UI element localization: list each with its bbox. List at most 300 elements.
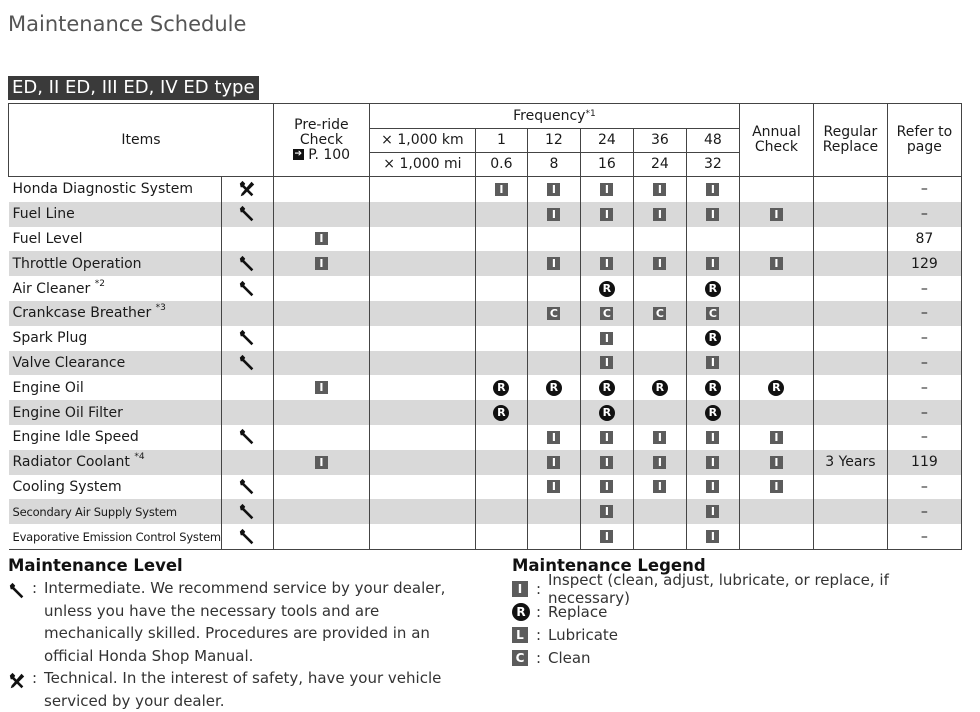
schedule-cell xyxy=(686,499,739,524)
schedule-cell xyxy=(686,227,739,252)
header-km-value: 36 xyxy=(633,129,686,153)
schedule-cell xyxy=(580,351,633,376)
crossed-tools-icon xyxy=(8,667,32,692)
header-mi-value: 8 xyxy=(527,153,580,177)
regular-replace-cell xyxy=(813,276,887,301)
schedule-cell xyxy=(633,375,686,400)
schedule-cell xyxy=(739,326,813,351)
schedule-cell xyxy=(273,351,369,376)
schedule-cell xyxy=(273,524,369,549)
table-row xyxy=(9,276,962,301)
regular-replace-cell xyxy=(813,475,887,500)
schedule-cell xyxy=(580,227,633,252)
schedule-cell xyxy=(739,276,813,301)
schedule-cell xyxy=(739,450,813,475)
schedule-cell xyxy=(369,177,475,202)
table-row xyxy=(9,351,962,376)
header-mi-value: 24 xyxy=(633,153,686,177)
maintenance-level-cell xyxy=(221,450,273,475)
schedule-cell xyxy=(580,251,633,276)
schedule-symbol-icon: I xyxy=(315,381,328,394)
regular-replace-cell xyxy=(813,177,887,202)
header-km-value: 24 xyxy=(580,129,633,153)
schedule-symbol-icon: I xyxy=(706,456,719,469)
schedule-cell xyxy=(475,202,527,227)
schedule-symbol-icon: I xyxy=(653,431,666,444)
schedule-cell xyxy=(686,375,739,400)
schedule-symbol-icon: I xyxy=(600,480,613,493)
schedule-cell xyxy=(475,450,527,475)
regular-replace-cell xyxy=(813,326,887,351)
refer-page-cell: – xyxy=(887,425,961,450)
schedule-cell xyxy=(273,301,369,326)
schedule-symbol-icon: I xyxy=(600,505,613,518)
schedule-symbol-icon: I xyxy=(600,431,613,444)
schedule-cell xyxy=(527,301,580,326)
schedule-cell xyxy=(686,351,739,376)
schedule-symbol-icon: C xyxy=(547,307,560,320)
schedule-cell xyxy=(580,450,633,475)
refer-page-cell: – xyxy=(887,202,961,227)
schedule-symbol-icon: I xyxy=(547,208,560,221)
schedule-symbol-icon: I xyxy=(547,431,560,444)
schedule-symbol-icon: I xyxy=(770,208,783,221)
schedule-cell xyxy=(580,375,633,400)
maintenance-level-cell xyxy=(221,301,273,326)
item-name: Engine Oil Filter xyxy=(9,400,222,425)
schedule-cell xyxy=(369,276,475,301)
header-preride: Pre-ride Check ➔ P. 100 xyxy=(273,104,369,177)
schedule-cell xyxy=(633,177,686,202)
schedule-symbol-icon: I xyxy=(706,183,719,196)
schedule-cell xyxy=(273,425,369,450)
item-name: Spark Plug xyxy=(9,326,222,351)
schedule-cell xyxy=(527,276,580,301)
refer-page-cell: – xyxy=(887,475,961,500)
item-name: Honda Diagnostic System xyxy=(9,177,222,202)
legend-item: C : Clean xyxy=(512,646,972,669)
schedule-symbol-icon: R xyxy=(705,405,721,421)
header-annual-check: Annual Check xyxy=(739,104,813,177)
schedule-cell xyxy=(739,475,813,500)
schedule-symbol-icon: R xyxy=(493,380,509,396)
table-row xyxy=(9,475,962,500)
schedule-cell xyxy=(527,400,580,425)
schedule-symbol-icon: R xyxy=(599,405,615,421)
schedule-cell xyxy=(633,227,686,252)
schedule-cell xyxy=(686,475,739,500)
maintenance-level-cell xyxy=(221,400,273,425)
schedule-cell xyxy=(739,177,813,202)
schedule-cell xyxy=(580,475,633,500)
regular-replace-cell xyxy=(813,202,887,227)
refer-page-cell: – xyxy=(887,400,961,425)
maintenance-level-cell xyxy=(221,499,273,524)
table-row xyxy=(9,251,962,276)
schedule-symbol-icon: R xyxy=(768,380,784,396)
wrench-icon xyxy=(238,256,256,272)
refer-page-cell: – xyxy=(887,499,961,524)
item-name: Fuel Line xyxy=(9,202,222,227)
schedule-symbol-icon: R xyxy=(705,380,721,396)
schedule-cell xyxy=(273,177,369,202)
refer-page-cell: 129 xyxy=(887,251,961,276)
schedule-symbol-icon: I xyxy=(600,530,613,543)
maintenance-legend-title: Maintenance Legend xyxy=(512,556,706,575)
wrench-icon xyxy=(8,577,32,602)
regular-replace-cell xyxy=(813,301,887,326)
schedule-symbol-icon: R xyxy=(599,281,615,297)
schedule-cell xyxy=(273,400,369,425)
schedule-cell xyxy=(475,177,527,202)
schedule-cell xyxy=(686,524,739,549)
header-mi-value: 16 xyxy=(580,153,633,177)
schedule-symbol-icon: I xyxy=(706,480,719,493)
table-row xyxy=(9,301,962,326)
schedule-cell xyxy=(475,351,527,376)
schedule-symbol-icon: I xyxy=(547,183,560,196)
regular-replace-cell xyxy=(813,351,887,376)
refer-page-cell: – xyxy=(887,177,961,202)
schedule-symbol-icon: C xyxy=(600,307,613,320)
schedule-cell xyxy=(475,400,527,425)
refer-page-cell: 87 xyxy=(887,227,961,252)
schedule-symbol-icon: R xyxy=(652,380,668,396)
schedule-cell xyxy=(686,202,739,227)
schedule-cell xyxy=(273,276,369,301)
schedule-symbol-icon: I xyxy=(706,431,719,444)
schedule-cell xyxy=(475,326,527,351)
header-km-value: 1 xyxy=(475,129,527,153)
schedule-cell xyxy=(739,251,813,276)
schedule-cell xyxy=(475,227,527,252)
schedule-symbol-icon: I xyxy=(706,530,719,543)
schedule-cell xyxy=(633,351,686,376)
wrench-icon xyxy=(238,504,256,520)
schedule-cell xyxy=(686,301,739,326)
refer-page-cell: – xyxy=(887,301,961,326)
schedule-cell xyxy=(580,202,633,227)
schedule-symbol-icon: C xyxy=(653,307,666,320)
schedule-symbol-icon: I xyxy=(315,456,328,469)
schedule-cell xyxy=(369,251,475,276)
schedule-cell xyxy=(739,351,813,376)
schedule-cell xyxy=(475,251,527,276)
schedule-cell xyxy=(580,301,633,326)
refer-page-cell: – xyxy=(887,351,961,376)
schedule-cell xyxy=(633,450,686,475)
schedule-cell xyxy=(633,276,686,301)
table-row xyxy=(9,375,962,400)
item-name: Secondary Air Supply System xyxy=(9,499,222,524)
schedule-cell xyxy=(369,400,475,425)
schedule-cell xyxy=(369,524,475,549)
schedule-cell xyxy=(527,351,580,376)
item-name: Throttle Operation xyxy=(9,251,222,276)
schedule-symbol-icon: I xyxy=(770,257,783,270)
schedule-cell xyxy=(580,276,633,301)
refer-page-cell: – xyxy=(887,375,961,400)
header-regular-replace: Regular Replace xyxy=(813,104,887,177)
schedule-symbol-icon: I xyxy=(770,480,783,493)
schedule-cell xyxy=(369,425,475,450)
refer-page-cell: 119 xyxy=(887,450,961,475)
schedule-cell xyxy=(527,450,580,475)
inspect-symbol-icon: I xyxy=(512,581,528,597)
refer-page-cell: – xyxy=(887,326,961,351)
schedule-cell xyxy=(527,499,580,524)
header-items: Items xyxy=(9,104,274,177)
schedule-cell xyxy=(686,425,739,450)
schedule-symbol-icon: R xyxy=(705,281,721,297)
page-title: Maintenance Schedule xyxy=(8,12,247,36)
wrench-icon xyxy=(238,429,256,445)
schedule-cell xyxy=(369,351,475,376)
schedule-symbol-icon: C xyxy=(706,307,719,320)
schedule-cell xyxy=(475,524,527,549)
lubricate-symbol-icon: L xyxy=(512,627,528,643)
schedule-symbol-icon: I xyxy=(600,356,613,369)
regular-replace-cell xyxy=(813,251,887,276)
header-km-label: × 1,000 km xyxy=(369,129,475,153)
schedule-cell xyxy=(686,177,739,202)
header-mi-value: 0.6 xyxy=(475,153,527,177)
schedule-cell xyxy=(686,251,739,276)
schedule-cell xyxy=(369,450,475,475)
regular-replace-cell xyxy=(813,227,887,252)
maintenance-level-cell xyxy=(221,177,273,202)
maintenance-level-cell xyxy=(221,475,273,500)
schedule-cell xyxy=(580,524,633,549)
schedule-symbol-icon: I xyxy=(706,356,719,369)
schedule-symbol-icon: I xyxy=(600,208,613,221)
schedule-cell xyxy=(739,400,813,425)
schedule-cell xyxy=(739,425,813,450)
schedule-cell xyxy=(686,400,739,425)
schedule-cell xyxy=(686,450,739,475)
table-row xyxy=(9,450,962,475)
technical-description: Technical. In the interest of safety, have your vehicle serviced by your dealer. xyxy=(44,669,442,710)
schedule-symbol-icon: R xyxy=(546,380,562,396)
schedule-symbol-icon: I xyxy=(315,232,328,245)
wrench-icon xyxy=(238,206,256,222)
schedule-cell xyxy=(369,375,475,400)
schedule-cell xyxy=(633,475,686,500)
header-mi-label: × 1,000 mi xyxy=(369,153,475,177)
table-row xyxy=(9,326,962,351)
schedule-cell xyxy=(580,499,633,524)
schedule-cell xyxy=(633,524,686,549)
schedule-cell xyxy=(739,202,813,227)
schedule-cell xyxy=(580,425,633,450)
item-name: Engine Oil xyxy=(9,375,222,400)
schedule-symbol-icon: I xyxy=(600,257,613,270)
schedule-cell xyxy=(273,499,369,524)
maintenance-level-cell xyxy=(221,524,273,549)
schedule-symbol-icon: I xyxy=(653,257,666,270)
schedule-cell xyxy=(686,276,739,301)
schedule-cell xyxy=(273,375,369,400)
schedule-cell xyxy=(369,202,475,227)
type-label: ED, II ED, III ED, IV ED type xyxy=(8,76,259,100)
page-reference-icon: ➔ xyxy=(294,149,302,159)
replace-symbol-icon: R xyxy=(512,603,530,621)
item-name: Valve Clearance xyxy=(9,351,222,376)
schedule-symbol-icon: I xyxy=(495,183,508,196)
crossed-tools-icon xyxy=(238,181,256,197)
wrench-icon xyxy=(238,355,256,371)
schedule-cell xyxy=(527,375,580,400)
header-mi-value: 32 xyxy=(686,153,739,177)
intermediate-description: Intermediate. We recommend service by your dealer, unless you have the necessary tools and are mechanically skilled. Procedures are provided in an official Honda Shop Manual. xyxy=(44,579,446,665)
schedule-symbol-icon: I xyxy=(770,456,783,469)
schedule-cell xyxy=(633,425,686,450)
schedule-symbol-icon: R xyxy=(493,405,509,421)
schedule-symbol-icon: I xyxy=(547,456,560,469)
schedule-cell xyxy=(369,326,475,351)
schedule-cell xyxy=(739,301,813,326)
regular-replace-cell xyxy=(813,524,887,549)
schedule-cell xyxy=(686,326,739,351)
schedule-cell xyxy=(527,524,580,549)
schedule-cell xyxy=(273,475,369,500)
header-km-value: 48 xyxy=(686,129,739,153)
wrench-icon xyxy=(238,479,256,495)
schedule-symbol-icon: I xyxy=(653,183,666,196)
schedule-cell xyxy=(527,202,580,227)
maintenance-level-cell xyxy=(221,276,273,301)
wrench-icon xyxy=(238,529,256,545)
schedule-symbol-icon: I xyxy=(706,208,719,221)
schedule-cell xyxy=(633,400,686,425)
schedule-cell xyxy=(527,251,580,276)
preride-page-ref[interactable]: P. 100 xyxy=(308,146,351,163)
schedule-cell xyxy=(273,450,369,475)
regular-replace-cell xyxy=(813,400,887,425)
schedule-symbol-icon: I xyxy=(653,208,666,221)
schedule-cell xyxy=(475,301,527,326)
schedule-symbol-icon: I xyxy=(706,505,719,518)
item-name: Cooling System xyxy=(9,475,222,500)
schedule-cell xyxy=(273,251,369,276)
schedule-symbol-icon: I xyxy=(600,456,613,469)
maintenance-level-title: Maintenance Level xyxy=(8,556,183,575)
wrench-icon xyxy=(238,281,256,297)
regular-replace-cell xyxy=(813,375,887,400)
maintenance-level-cell xyxy=(221,375,273,400)
schedule-cell xyxy=(369,499,475,524)
maintenance-level-section: Maintenance Level : Intermediate. We recommend service by your dealer, unless you have the necessary tools and are mechanically skilled. Procedures are provided in an official Honda Shop Manual. : Technical. In the interest of safety, have your vehicle serviced by your dealer. xyxy=(8,556,478,712)
schedule-symbol-icon: I xyxy=(706,257,719,270)
regular-replace-cell: 3 Years xyxy=(813,450,887,475)
schedule-symbol-icon: I xyxy=(600,183,613,196)
schedule-cell xyxy=(273,326,369,351)
schedule-cell xyxy=(273,227,369,252)
schedule-cell xyxy=(633,202,686,227)
legend-item: R : Replace xyxy=(512,600,972,623)
table-row xyxy=(9,177,962,202)
schedule-cell xyxy=(580,326,633,351)
item-name: Fuel Level xyxy=(9,227,222,252)
table-row xyxy=(9,425,962,450)
schedule-cell xyxy=(475,499,527,524)
maintenance-level-cell xyxy=(221,326,273,351)
table-row xyxy=(9,499,962,524)
schedule-cell xyxy=(369,475,475,500)
maintenance-level-cell xyxy=(221,202,273,227)
table-row xyxy=(9,227,962,252)
schedule-cell xyxy=(633,326,686,351)
schedule-symbol-icon: I xyxy=(770,431,783,444)
schedule-symbol-icon: I xyxy=(547,257,560,270)
schedule-cell xyxy=(580,400,633,425)
table-row xyxy=(9,524,962,549)
schedule-cell xyxy=(369,301,475,326)
schedule-cell xyxy=(527,425,580,450)
schedule-cell xyxy=(739,524,813,549)
schedule-cell xyxy=(475,425,527,450)
schedule-cell xyxy=(475,475,527,500)
schedule-cell xyxy=(633,301,686,326)
schedule-cell xyxy=(475,276,527,301)
maintenance-level-cell xyxy=(221,351,273,376)
schedule-cell xyxy=(369,227,475,252)
schedule-symbol-icon: R xyxy=(599,380,615,396)
item-name: Evaporative Emission Control System xyxy=(9,524,222,549)
header-frequency: Frequency$^{*1}$ xyxy=(369,104,739,129)
refer-page-cell: – xyxy=(887,524,961,549)
wrench-icon xyxy=(238,330,256,346)
regular-replace-cell xyxy=(813,499,887,524)
schedule-cell xyxy=(580,177,633,202)
maintenance-level-cell xyxy=(221,425,273,450)
table-row xyxy=(9,400,962,425)
header-refer-page: Refer to page xyxy=(887,104,961,177)
item-name: Air Cleaner $^{*2}$ xyxy=(9,276,222,301)
clean-symbol-icon: C xyxy=(512,650,528,666)
item-name: Radiator Coolant $^{*4}$ xyxy=(9,450,222,475)
maintenance-legend-section xyxy=(512,556,972,669)
schedule-cell xyxy=(273,202,369,227)
schedule-symbol-icon: I xyxy=(547,480,560,493)
schedule-cell xyxy=(475,375,527,400)
item-name: Engine Idle Speed xyxy=(9,425,222,450)
item-name: Crankcase Breather $^{*3}$ xyxy=(9,301,222,326)
schedule-symbol-icon: I xyxy=(600,332,613,345)
maintenance-level-cell xyxy=(221,227,273,252)
schedule-cell xyxy=(527,475,580,500)
schedule-cell xyxy=(527,326,580,351)
schedule-cell xyxy=(739,227,813,252)
maintenance-level-cell xyxy=(221,251,273,276)
legend-item: I : Inspect (clean, adjust, lubricate, or replace, if necessary) xyxy=(512,577,972,600)
schedule-symbol-icon: I xyxy=(653,456,666,469)
header-km-value: 12 xyxy=(527,129,580,153)
table-row xyxy=(9,202,962,227)
regular-replace-cell xyxy=(813,425,887,450)
schedule-symbol-icon: I xyxy=(653,480,666,493)
schedule-cell xyxy=(633,499,686,524)
schedule-cell xyxy=(633,251,686,276)
schedule-cell xyxy=(739,499,813,524)
schedule-symbol-icon: R xyxy=(705,330,721,346)
legend-item: L : Lubricate xyxy=(512,623,972,646)
schedule-cell xyxy=(527,177,580,202)
schedule-cell xyxy=(739,375,813,400)
maintenance-schedule-table xyxy=(8,103,962,550)
schedule-symbol-icon: I xyxy=(315,257,328,270)
schedule-cell xyxy=(527,227,580,252)
